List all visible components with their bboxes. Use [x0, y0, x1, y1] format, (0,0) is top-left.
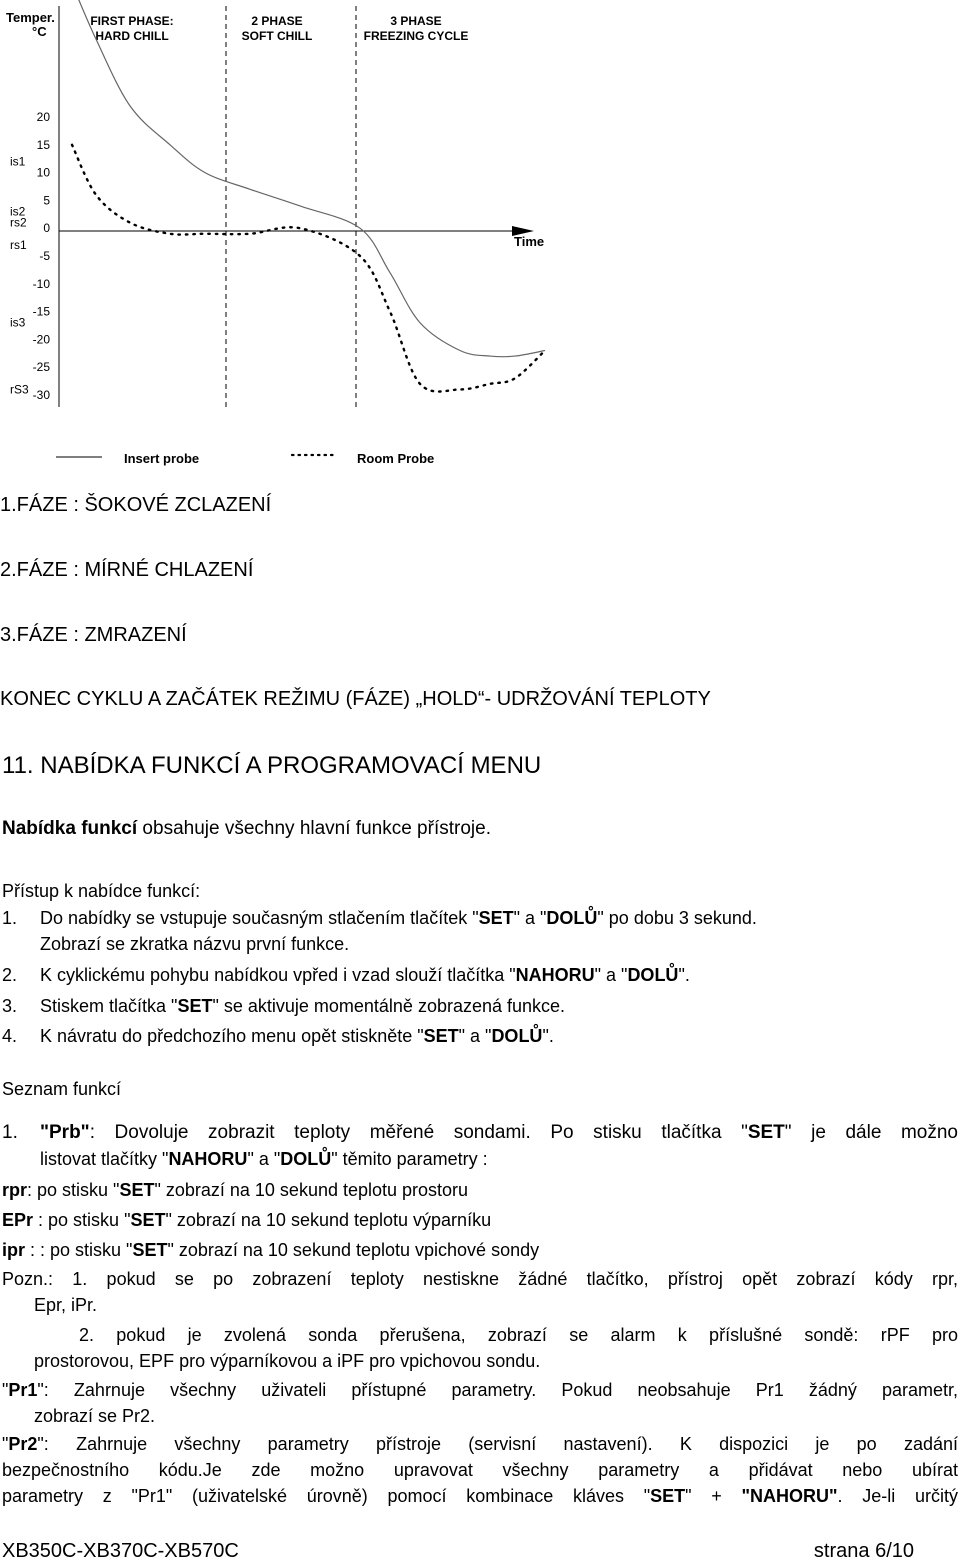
y-marker-is2: is2: [10, 204, 26, 219]
prb-text2: " je dále možno: [784, 1122, 958, 1143]
step-4-post: ".: [542, 1026, 554, 1046]
pr2-quote: ": [2, 1434, 9, 1454]
step-2-number: 2.: [2, 965, 18, 985]
access-heading: Přístup k nabídce funkcí:: [2, 881, 201, 901]
y-tick-label: 5: [43, 193, 50, 208]
x-axis-label: Time: [514, 234, 545, 249]
note-1-line1: Pozn.: 1. pokud se po zobrazení teploty nestiskne žádné tlačítko, přístroj opět zobrazí kódy rpr,: [2, 1269, 958, 1289]
pr2-line2: bezpečnostního kódu.Je zde možno upravovat všechny parametry a přidávat nebo ubírat: [2, 1460, 958, 1480]
y-tick-label: 20: [36, 110, 50, 124]
legend-room-probe: Room Probe: [357, 451, 435, 466]
step-4-mid: " a ": [458, 1026, 492, 1046]
pr1-line2: zobrazí se Pr2.: [34, 1406, 156, 1426]
temperature-chart: [0, 0, 960, 480]
pr2-text3b: " +: [685, 1486, 742, 1506]
y-tick-label: -10: [32, 276, 50, 291]
step-3-pre: Stiskem tlačítka ": [40, 996, 178, 1016]
param-ipr-post: " zobrazí na 10 sekund teplotu vpichové sondy: [167, 1240, 540, 1260]
param-rpr-code: rpr: [2, 1180, 28, 1200]
step-1-line2: Zobrazí se zkratka názvu první funkce.: [40, 934, 350, 954]
param-rpr-set: SET: [119, 1180, 155, 1200]
step-1: [40, 905, 958, 931]
step-2-pre: K cyklickému pohybu nabídkou vpřed i vzad slouží tlačítka ": [40, 965, 516, 985]
pr2-set: SET: [650, 1486, 686, 1506]
phase-2-label-line1: 2 PHASE: [251, 14, 303, 28]
step-2: [40, 962, 690, 988]
y-tick-label: -30: [32, 388, 50, 402]
pr2-bold: Pr2: [8, 1434, 38, 1454]
y-tick-label: -15: [32, 304, 50, 319]
y-marker-is3: is3: [10, 315, 26, 330]
section-heading: 11. NABÍDKA FUNKCÍ A PROGRAMOVACÍ MENU: [2, 752, 542, 779]
step-2-dolu: DOLŮ: [627, 965, 679, 985]
y-marker-rs3: rS3: [10, 382, 29, 397]
y-tick-label: -20: [32, 332, 50, 347]
prb-text5: " těmito parametry :: [331, 1149, 488, 1169]
param-rpr: [2, 1177, 468, 1203]
step-1-dolu: DOLŮ: [546, 908, 598, 928]
phase-3-label-line1: 3 PHASE: [390, 14, 442, 28]
pr2-text3c: . Je-li určitý: [837, 1486, 958, 1506]
prb-nahoru: NAHORU: [168, 1149, 248, 1169]
y-tick-label: -25: [32, 360, 50, 375]
intro-paragraph: [2, 816, 491, 842]
phase-2-label-line2: SOFT CHILL: [241, 29, 313, 43]
footer-model: XB350C-XB370C-XB570C: [2, 1540, 239, 1562]
step-4-dolu: DOLŮ: [491, 1026, 543, 1046]
param-ipr-pre: : : po stisku ": [25, 1240, 133, 1260]
note-2-line1: 2. pokud je zvolená sonda přerušena, zobrazí se alarm k příslušné sondě: rPF pro: [79, 1325, 958, 1345]
prb-text3: listovat tlačítky ": [40, 1149, 169, 1169]
param-epr-post: " zobrazí na 10 sekund teplotu výparníku: [165, 1210, 492, 1230]
step-4-set: SET: [423, 1026, 459, 1046]
step-4-number: 4.: [2, 1026, 18, 1046]
pr2-nahoru: "NAHORU": [741, 1486, 838, 1506]
prb-line2: [40, 1146, 488, 1172]
intro-bold: Nabídka funkcí: [2, 818, 138, 839]
end-cycle-text: KONEC CYKLU A ZAČÁTEK REŽIMU (FÁZE) „HOLD“- UDRŽOVÁNÍ TEPLOTY: [0, 688, 711, 710]
pr2-text: ": Zahrnuje všechny parametry přístroje (servisní nastavení). K dispozici je po zadání: [37, 1434, 958, 1454]
series-insert-probe: [72, 0, 545, 357]
prb-line1: [40, 1120, 958, 1146]
prb-number: 1.: [2, 1122, 18, 1143]
y-tick-label: 10: [36, 165, 50, 180]
step-2-mid: " a ": [594, 965, 628, 985]
phase-1-text: 1.FÁZE : ŠOKOVÉ ZCLAZENÍ: [0, 494, 272, 516]
step-1-set: SET: [478, 908, 514, 928]
phase-1-label-line1: FIRST PHASE:: [90, 14, 174, 28]
param-ipr-code: ipr: [2, 1240, 26, 1260]
y-tick-label: -5: [39, 249, 50, 263]
step-1-pre: Do nabídky se vstupuje současným stlačením tlačítek ": [40, 908, 479, 928]
pr1-bold: Pr1: [8, 1380, 38, 1400]
note-2-line2: prostorovou, EPF pro výparníkovou a iPF pro vpichovou sondu.: [34, 1351, 541, 1371]
pr1-quote: ": [2, 1380, 9, 1400]
y-marker-rs2: rs2: [10, 215, 27, 230]
param-epr-set: SET: [130, 1210, 166, 1230]
param-epr-pre: : po stisku ": [33, 1210, 131, 1230]
y-axis-title-line1: Temper.: [6, 10, 55, 25]
param-ipr: [2, 1237, 539, 1263]
step-2-nahoru: NAHORU: [515, 965, 595, 985]
intro-rest: obsahuje všechny hlavní funkce přístroje.: [137, 818, 491, 839]
param-ipr-set: SET: [132, 1240, 168, 1260]
phase-3-label-line2: FREEZING CYCLE: [363, 29, 469, 43]
pr2-line3: [2, 1483, 958, 1509]
param-rpr-post: " zobrazí na 10 sekund teplotu prostoru: [154, 1180, 469, 1200]
y-axis-title-line2: °C: [32, 24, 47, 39]
prb-text1: : Dovoluje zobrazit teploty měřené sondami. Po stisku tlačítka ": [89, 1122, 748, 1143]
param-epr-code: EPr: [2, 1210, 34, 1230]
y-marker-is1: is1: [10, 154, 26, 169]
step-3-set: SET: [177, 996, 213, 1016]
pr1-text: ": Zahrnuje všechny uživateli přístupné parametry. Pokud neobsahuje Pr1 žádný parametr,: [37, 1380, 958, 1400]
param-rpr-pre: : po stisku ": [27, 1180, 120, 1200]
step-2-post: ".: [678, 965, 690, 985]
step-4-pre: K návratu do předchozího menu opět stiskněte ": [40, 1026, 424, 1046]
pr2-line1: [2, 1431, 958, 1457]
legend-insert-probe: Insert probe: [124, 451, 200, 466]
prb-text4: " a ": [247, 1149, 281, 1169]
phase-2-text: 2.FÁZE : MÍRNÉ CHLAZENÍ: [0, 559, 254, 581]
pr1-line1: [2, 1377, 958, 1403]
note-1-line2: Epr, iPr.: [34, 1295, 98, 1315]
prb-set: SET: [747, 1122, 785, 1143]
prb-dolu: DOLŮ: [280, 1149, 332, 1169]
pr2-text3a: parametry z "Pr1" (uživatelské úrovně) pomocí kombinace kláves ": [2, 1486, 651, 1506]
phase-1-label-line2: HARD CHILL: [95, 29, 169, 43]
footer-page: strana 6/10: [813, 1540, 914, 1562]
param-epr: [2, 1207, 491, 1233]
list-heading: Seznam funkcí: [2, 1079, 122, 1099]
step-1-post: " po dobu 3 sekund.: [597, 908, 757, 928]
step-3-post: " se aktivuje momentálně zobrazená funkce.: [212, 996, 566, 1016]
y-tick-label: 0: [43, 221, 50, 236]
step-1-number: 1.: [2, 908, 18, 928]
step-4: [40, 1023, 554, 1049]
step-3-number: 3.: [2, 996, 18, 1016]
step-3: [40, 993, 565, 1019]
prb-bold: "Prb": [40, 1122, 90, 1143]
y-marker-rs1: rs1: [10, 237, 27, 252]
step-1-mid: " a ": [513, 908, 547, 928]
y-tick-label: 15: [36, 137, 50, 152]
phase-3-text: 3.FÁZE : ZMRAZENÍ: [0, 624, 187, 646]
